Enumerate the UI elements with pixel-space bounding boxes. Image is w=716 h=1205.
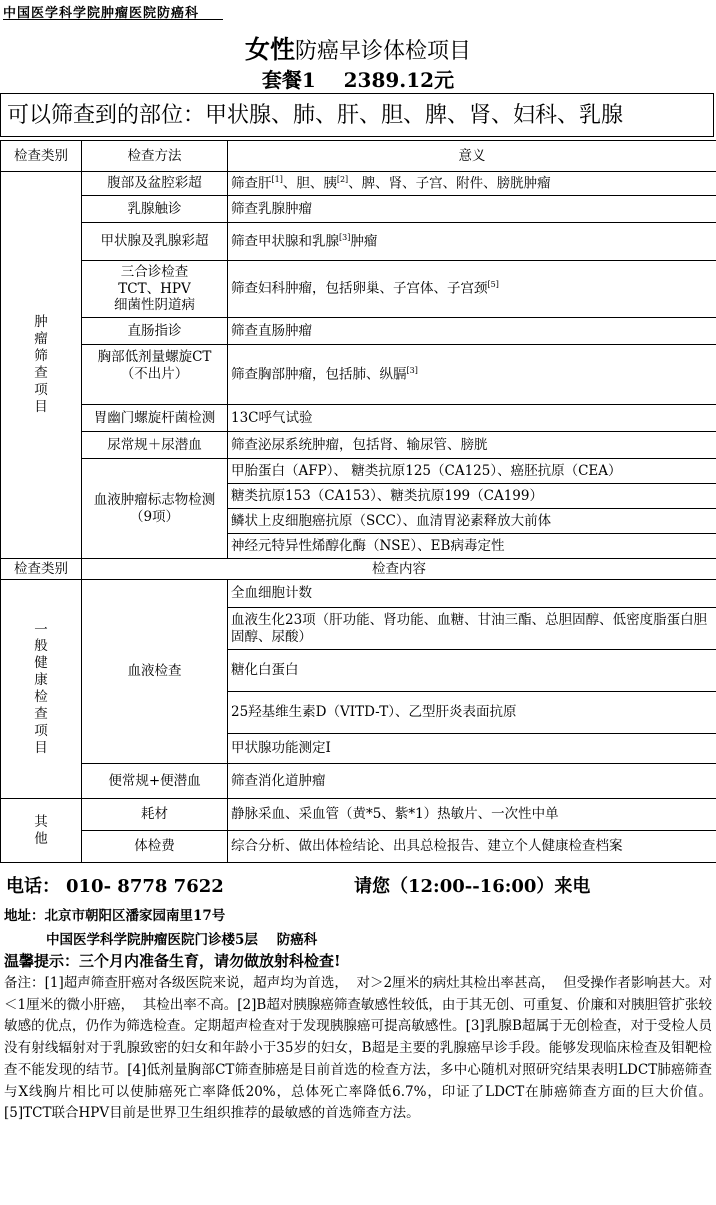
category-general-health xyxy=(1,580,82,799)
category-tumor-screening xyxy=(1,172,82,559)
col-header-method: 检查方法 xyxy=(82,141,228,172)
meaning-cell: 筛查甲状腺和乳腺[3]肿瘤 xyxy=(228,223,716,261)
table-row xyxy=(1,432,716,459)
method-cell: 胃幽门螺旋杆菌检测 xyxy=(82,405,228,432)
method-cell: 直肠指诊 xyxy=(82,318,228,345)
col-header-content: 检查内容 xyxy=(82,559,716,580)
method-cell: 腹部及盆腔彩超 xyxy=(82,172,228,196)
meaning-cell: 筛查泌尿系统肿瘤，包括肾、输尿管、膀胱 xyxy=(228,432,716,459)
meaning-cell: 神经元特异性烯醇化酶（NSE）、EB病毒定性 xyxy=(228,534,716,559)
content-cell: 综合分析、做出体检结论、出具总检报告、建立个人健康检查档案 xyxy=(228,831,716,863)
package-price: 套餐1 2389.12元 xyxy=(261,68,455,92)
content-cell: 血液生化23项（肝功能、肾功能、血糖、甘油三酯、总胆固醇、低密度脂蛋白胆固醇、尿酸） xyxy=(228,608,716,650)
method-cell: 血液肿瘤标志物检测 （9项） xyxy=(82,459,228,559)
screening-sites: 可以筛查到的部位：甲状腺、肺、肝、胆、脾、肾、妇科、乳腺 xyxy=(0,93,714,137)
footnotes: 备注：[1]超声筛查肝癌对各级医院来说，超声均为首选， 对＞2厘米的病灶其检出率甚高， 但受操作者影响甚大。对＜1厘米的微小肝癌， 其检出率不高。[2]B超对胰腺癌筛查敏感性较低，由于其无创、可重复、价廉和对胰胆管扩张较敏感的优点，仍作为筛选检查。定期超声检查对于发现胰腺癌可提高敏感性。[3]乳腺B超属于无创检查，对于受检人员没有射线辐射对于乳腺致密的妇女和年龄小于35岁的妇女，B超是主要的乳腺癌早诊手段。能够发现临床检查及钼靶检查不能发现的结节。[4]低剂量胸部CT筛查肺癌是目前首选的检查方法，多中心随机对照研究结果表明LDCT肺癌筛查与X线胸片相比可以使肺癌死亡率降低20%，总体死亡率降低6.7%，印证了LDCT在肺癌筛查方面的巨大价值。[5]TCT联合HPV目前是世界卫生组织推荐的最敏感的首选筛查方法。 xyxy=(4,975,712,1122)
title-prefix: 女性 xyxy=(244,35,295,64)
meaning-cell: 筛查直肠肿瘤 xyxy=(228,318,716,345)
method-cell: 乳腺触诊 xyxy=(82,196,228,223)
title-rest: 防癌早诊体检项目 xyxy=(295,39,472,64)
table-row xyxy=(1,261,716,318)
col-header-category: 检查类别 xyxy=(1,141,82,172)
phone-number[interactable]: 010- 8778 7622 xyxy=(66,876,224,897)
exam-table xyxy=(0,140,716,863)
meaning-cell: 糖类抗原153（CA153）、糖类抗原199（CA199） xyxy=(228,484,716,509)
content-cell: 静脉采血、采血管（黄*5、紫*1）热敏片、一次性中单 xyxy=(228,799,716,831)
page-title xyxy=(0,30,716,66)
table-row xyxy=(1,318,716,345)
content-cell: 筛查消化道肿瘤 xyxy=(228,764,716,799)
method-cell: 甲状腺及乳腺彩超 xyxy=(82,223,228,261)
warm-tip: 温馨提示：三个月内准备生育，请勿做放射科检查! xyxy=(4,952,341,970)
call-hours: 请您（12:00--16:00）来电 xyxy=(354,876,591,897)
meaning-cell: 鳞状上皮细胞癌抗原（SCC）、血清胃泌素释放大前体 xyxy=(228,509,716,534)
phone-label: 电话： xyxy=(6,876,60,897)
table-row xyxy=(1,580,716,608)
table-row xyxy=(1,223,716,261)
phone-line xyxy=(6,872,224,898)
table-row xyxy=(1,799,716,831)
col-header-category: 检查类别 xyxy=(1,559,82,580)
table-row xyxy=(1,405,716,432)
table-row xyxy=(1,831,716,863)
meaning-cell: 筛查胸部肿瘤，包括肺、纵膈[3] xyxy=(228,345,716,405)
other-label: 耗材 xyxy=(82,799,228,831)
meaning-cell: 13C呼气试验 xyxy=(228,405,716,432)
table1-header-row xyxy=(1,141,716,172)
address-building: 中国医学科学院肿瘤医院门诊楼5层 防癌科 xyxy=(46,932,318,948)
category-label: 一 般 健 康 检 查 项 目 xyxy=(34,621,48,756)
content-cell: 25羟基维生素D（VITD-T）、乙型肝炎表面抗原 xyxy=(228,692,716,734)
category-other xyxy=(1,799,82,863)
table2-header-row xyxy=(1,559,716,580)
meaning-cell: 甲胎蛋白（AFP）、 糖类抗原125（CA125）、癌胚抗原（CEA） xyxy=(228,459,716,484)
content-cell: 全血细胞计数 xyxy=(228,580,716,608)
content-cell: 糖化白蛋白 xyxy=(228,650,716,692)
table-row xyxy=(1,345,716,405)
stool-test-label: 便常规+便潜血 xyxy=(82,764,228,799)
address: 地址：北京市朝阳区潘家园南里17号 xyxy=(4,908,226,924)
method-cell: 胸部低剂量螺旋CT （不出片） xyxy=(82,345,228,405)
table-row xyxy=(1,196,716,223)
header-divider xyxy=(3,19,223,20)
table-row xyxy=(1,764,716,799)
method-cell: 尿常规＋尿潜血 xyxy=(82,432,228,459)
method-cell: 三合诊检查 TCT、HPV 细菌性阴道病 xyxy=(82,261,228,318)
table-row xyxy=(1,172,716,196)
other-label: 体检费 xyxy=(82,831,228,863)
content-cell: 甲状腺功能测定I xyxy=(228,734,716,764)
col-header-meaning: 意义 xyxy=(228,141,716,172)
blood-test-label: 血液检查 xyxy=(82,580,228,764)
meaning-cell: 筛查妇科肿瘤，包括卵巢、子宫体、子宫颈[5] xyxy=(228,261,716,318)
meaning-cell: 筛查乳腺肿瘤 xyxy=(228,196,716,223)
category-label: 其 他 xyxy=(34,813,48,847)
table-row xyxy=(1,459,716,484)
hospital-name: 中国医学科学院肿瘤医院防癌科 xyxy=(3,6,200,21)
meaning-cell: 筛查肝[1]、胆、胰[2]、脾、肾、子宫、附件、膀胱肿瘤 xyxy=(228,172,716,196)
category-label: 肿 瘤 筛 查 项 目 xyxy=(34,314,48,415)
